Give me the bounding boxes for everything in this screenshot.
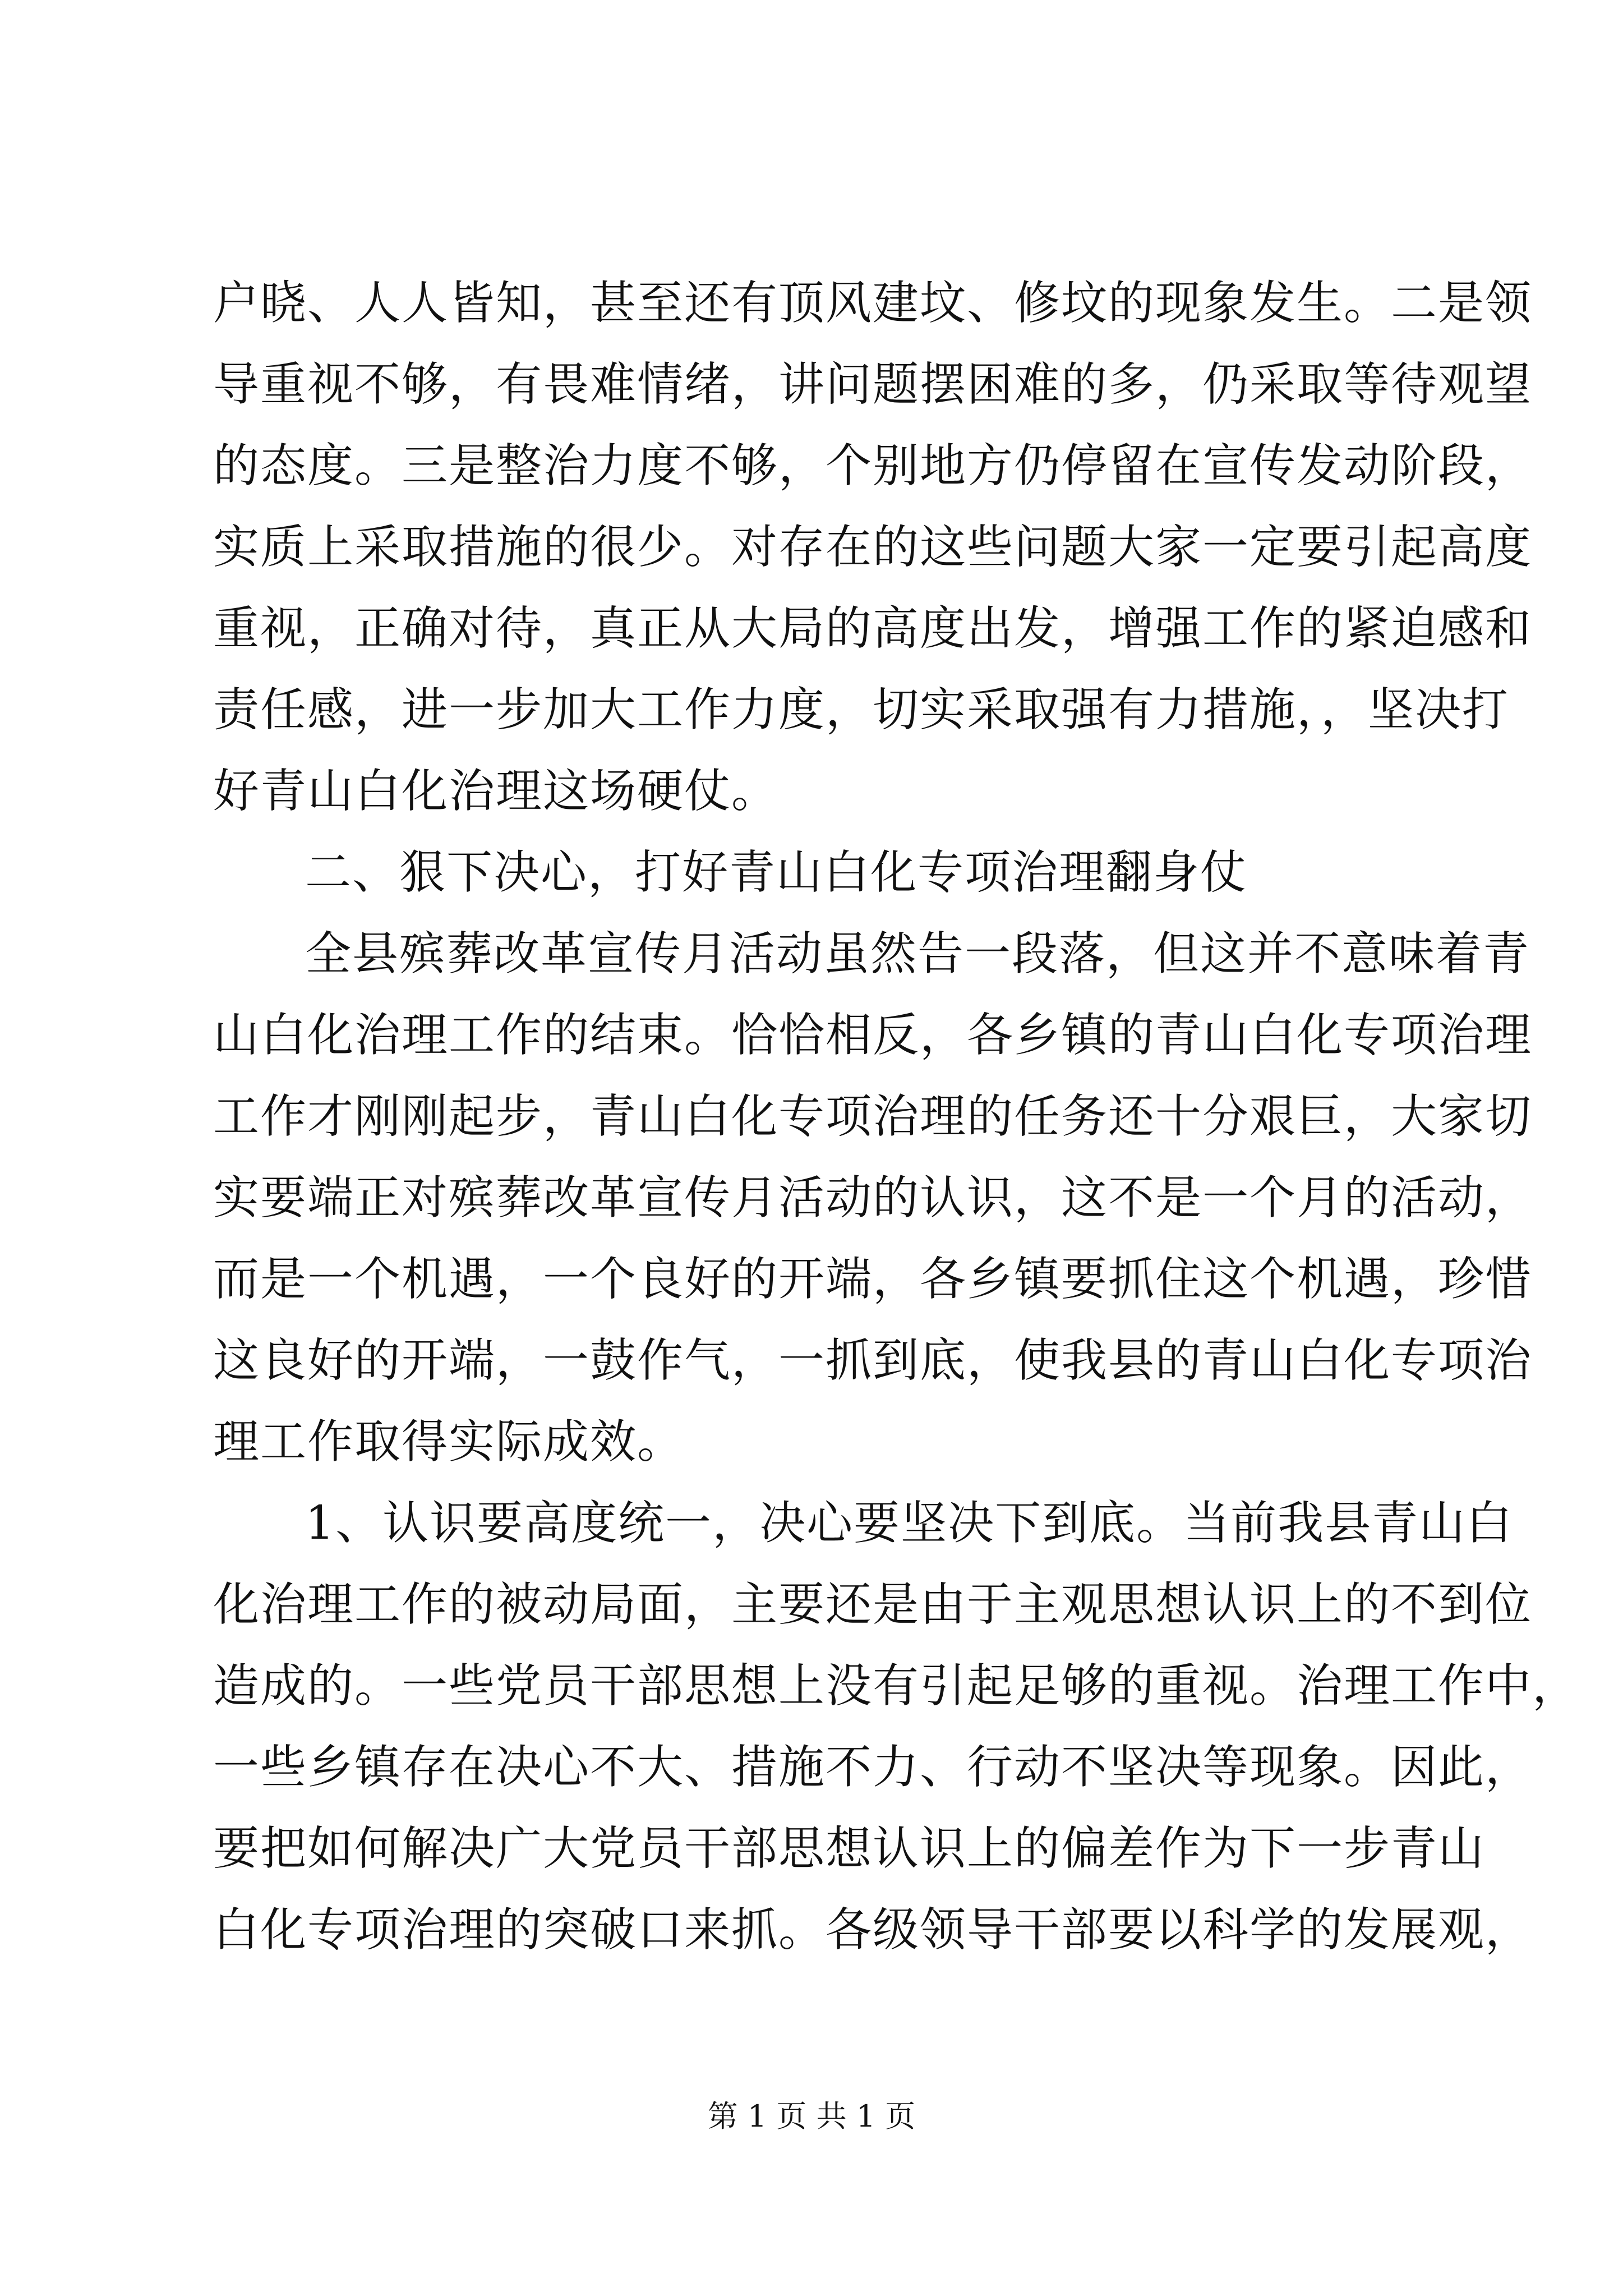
text-line: 导重视不够，有畏难情绪，讲问题摆困难的多，仍采取等待观望 [213,358,1533,411]
text-line: 实质上采取措施的很少。对存在的这些问题大家一定要引起高度 [213,521,1533,574]
page-number-label: 第 1 页 共 1 页 [707,2099,916,2134]
text-line: 要把如何解决广大党员干部思想认识上的偏差作为下一步青山 [213,1822,1486,1875]
text-line: 这良好的开端，一鼓作气，一抓到底，使我县的青山白化专项治 [213,1334,1533,1387]
text-line: 责任感，进一步加大工作力度，切实采取强有力措施，，坚决打 [213,683,1510,737]
section-heading: 二、狠下决心，打好青山白化专项治理翻身仗 [305,846,1248,899]
text-line: 户晓、人人皆知，甚至还有顶风建坟、修坟的现象发生。二是领 [213,277,1533,330]
text-line: 而是一个机遇，一个良好的开端，各乡镇要抓住这个机遇，珍惜 [213,1253,1533,1306]
text-line: 山白化治理工作的结束。恰恰相反，各乡镇的青山白化专项治理 [213,1009,1533,1062]
text-line: 重视，正确对待，真正从大局的高度出发，增强工作的紧迫感和 [213,602,1533,655]
text-line: 实要端正对殡葬改革宣传月活动的认识，这不是一个月的活动， [213,1171,1533,1225]
page-footer [0,2097,1623,2136]
text-line: 理工作取得实际成效。 [213,1415,685,1469]
text-line: 一些乡镇存在决心不大、措施不力、行动不坚决等现象。因此， [213,1741,1533,1794]
text-line: 白化专项治理的突破口来抓。各级领导干部要以科学的发展观， [213,1903,1533,1957]
text-line: 1、认识要高度统一，决心要坚决下到底。当前我县青山白 [305,1497,1514,1550]
text-line: 全县殡葬改革宣传月活动虽然告一段落，但这并不意味着青 [305,927,1530,981]
text-line: 好青山白化治理这场硬仗。 [213,765,779,818]
document-body [213,263,1580,1971]
text-line: 化治理工作的被动局面，主要还是由于主观思想认识上的不到位 [213,1578,1533,1631]
text-line: 的态度。三是整治力度不够，个别地方仍停留在宣传发动阶段， [213,439,1533,493]
text-line: 造成的。一些党员干部思想上没有引起足够的重视。治理工作中， [213,1659,1580,1713]
text-line: 工作才刚刚起步，青山白化专项治理的任务还十分艰巨，大家切 [213,1090,1533,1143]
